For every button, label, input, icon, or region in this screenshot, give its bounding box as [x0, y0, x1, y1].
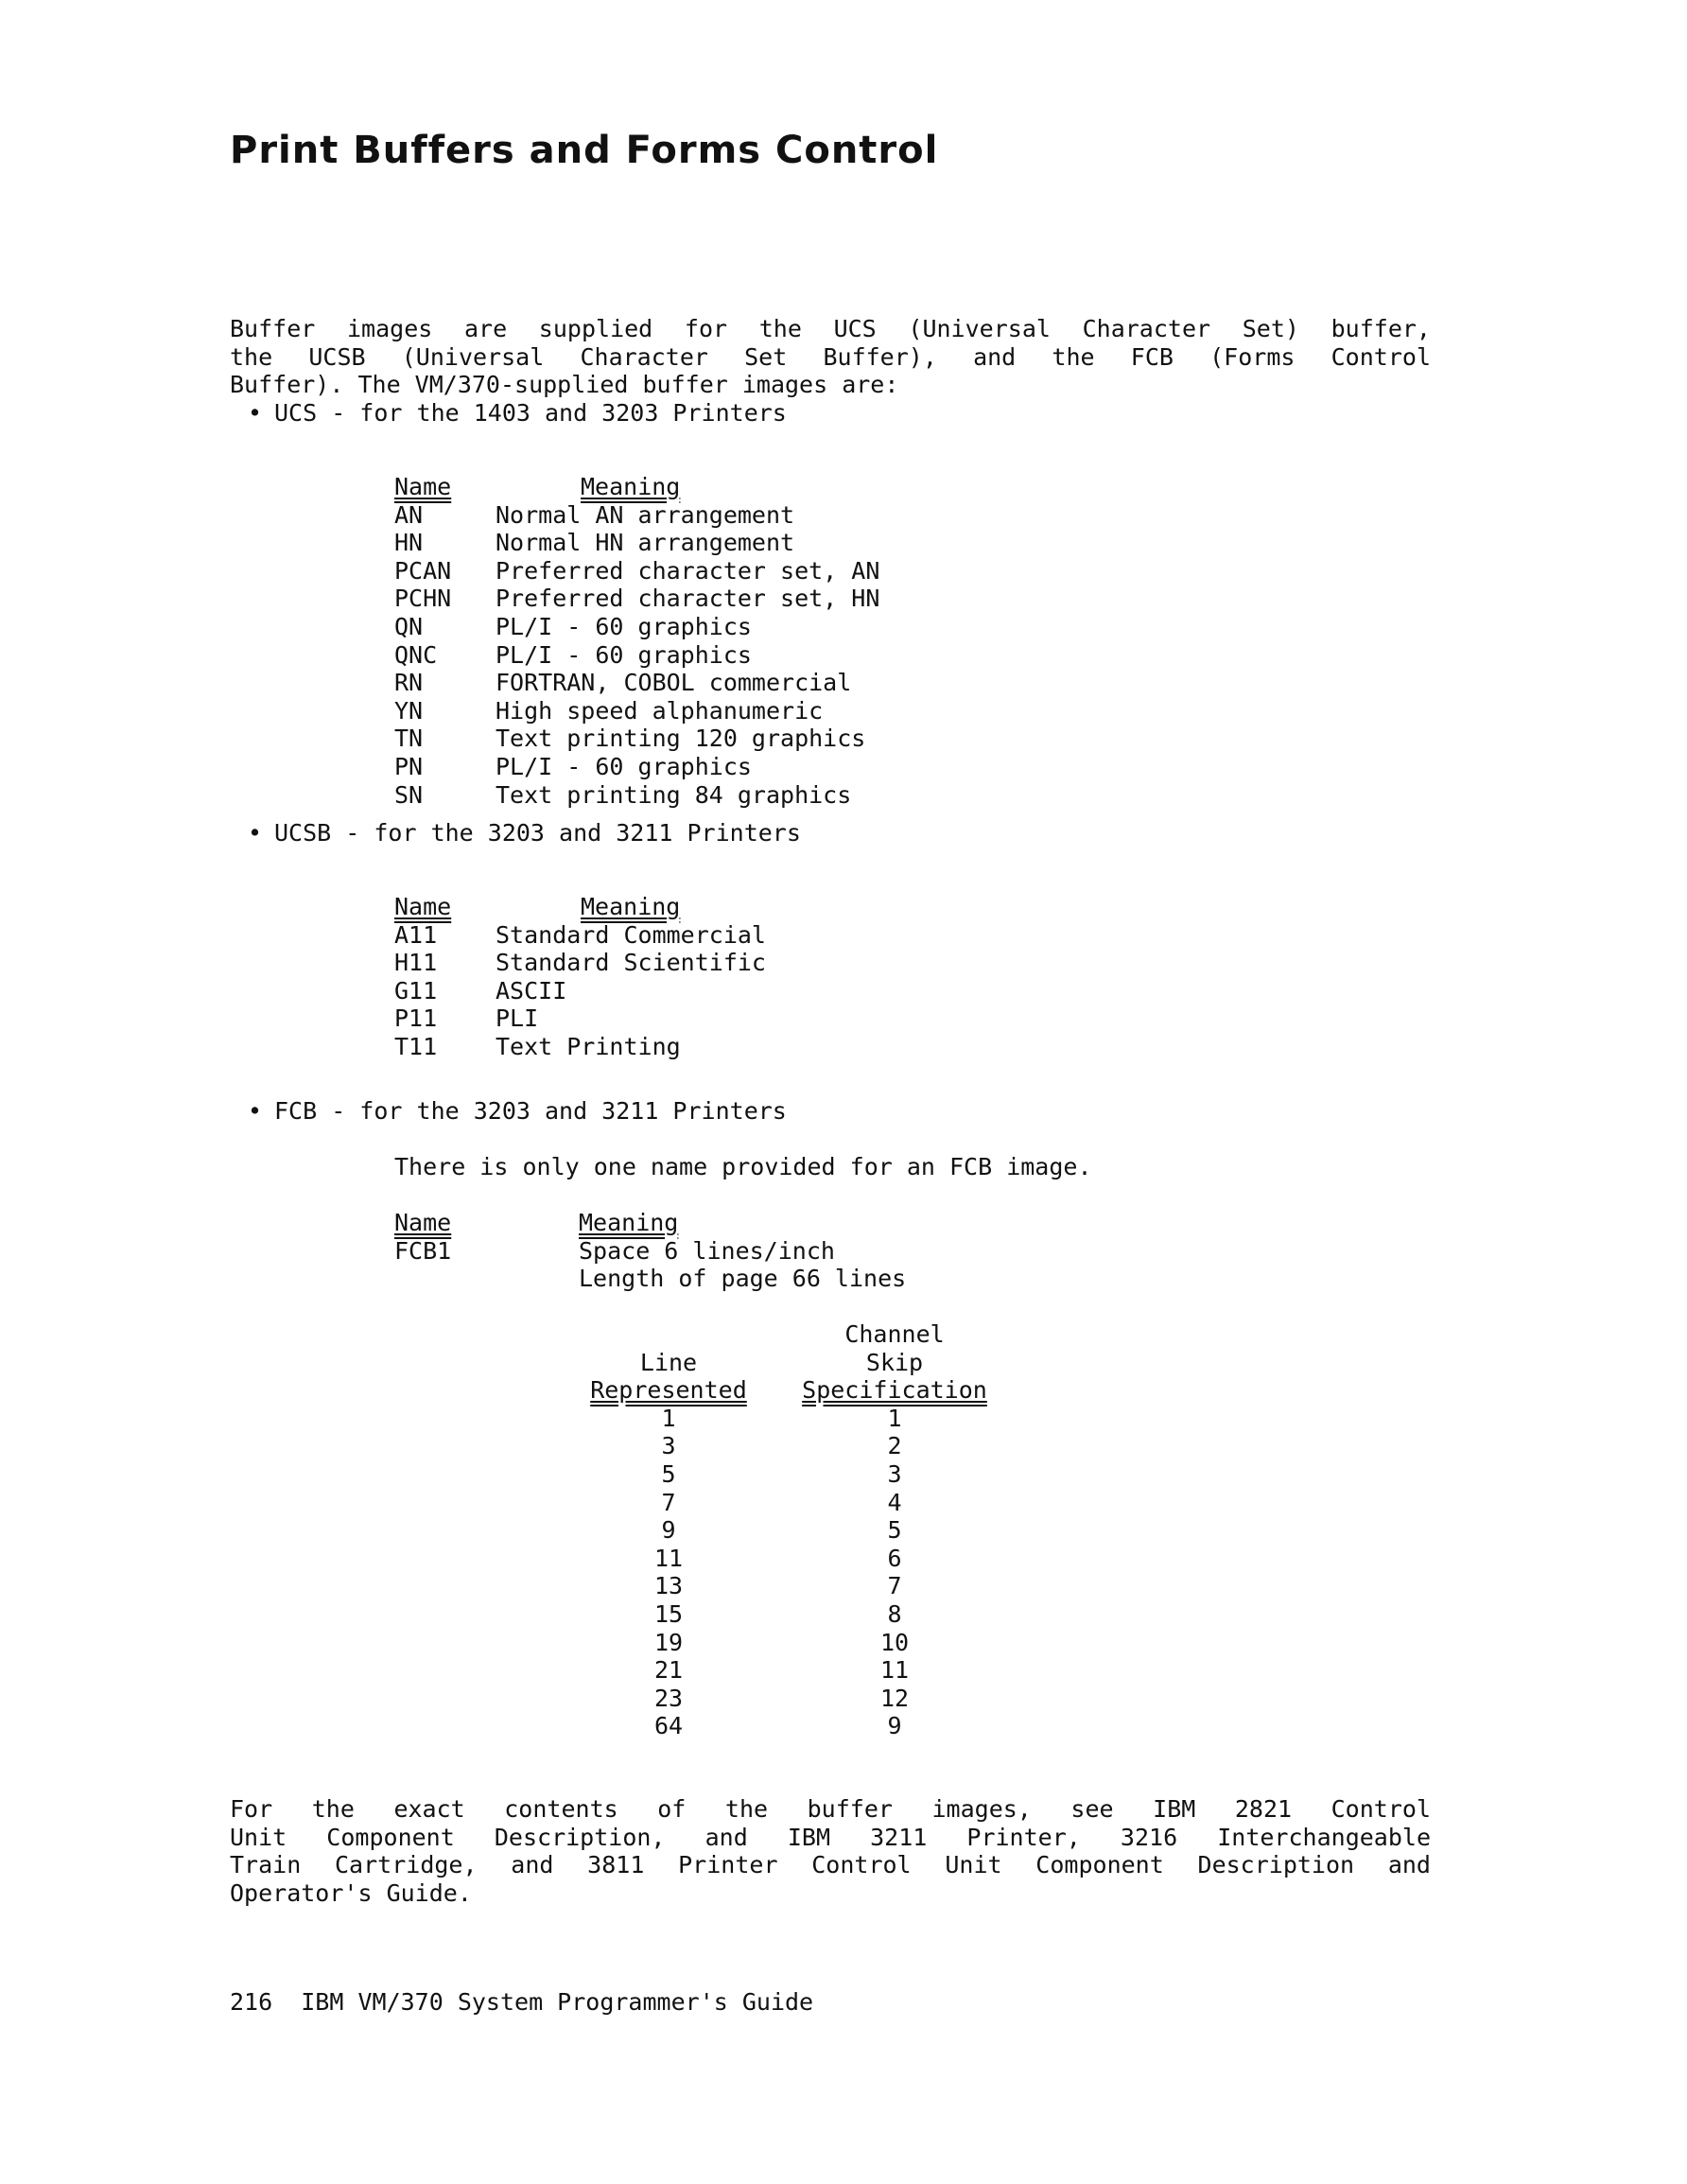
buffer-meaning: PL/I - 60 graphics: [496, 640, 752, 669]
buffer-meaning: Preferred character set, AN: [496, 556, 880, 585]
fcb-row: [394, 1237, 906, 1266]
channel-header-1: Channel: [844, 1320, 945, 1348]
bullet-icon: •: [248, 819, 263, 847]
fcb-meaning: Length of page 66 lines: [579, 1265, 907, 1293]
fcb-table: [394, 1209, 906, 1293]
channel-specification-header: Specification: [802, 1376, 987, 1405]
ucsb-table-row: [394, 921, 766, 950]
buffer-meaning: ASCII: [496, 976, 567, 1005]
channel-table-row: [579, 1516, 1002, 1545]
channel-table-row: [579, 1712, 1002, 1740]
buffer-meaning: Standard Scientific: [496, 949, 766, 977]
line-represented: 23: [653, 1684, 684, 1712]
buffer-name: PCHN: [394, 585, 452, 613]
meaning-column-header: Meaning: [579, 1209, 679, 1236]
buffer-name: A11: [394, 920, 438, 949]
closing-paragraph: [230, 1795, 1431, 1907]
buffer-name: SN: [394, 780, 424, 809]
channel-table-row: [579, 1629, 1002, 1657]
buffer-name: PCAN: [394, 556, 452, 585]
ucs-table-row: [394, 501, 879, 530]
channel-specification: 5: [887, 1516, 902, 1545]
line-represented: 11: [653, 1544, 684, 1572]
channel-specification: 2: [887, 1432, 902, 1460]
ucsb-table: [394, 893, 766, 1061]
name-column-header: Name: [394, 1209, 452, 1236]
channel-specification: 3: [887, 1459, 902, 1488]
ucs-table-row: [394, 753, 879, 781]
meaning-column-header: Meaning: [581, 893, 681, 920]
channel-specification: 8: [887, 1599, 902, 1628]
buffer-name: AN: [394, 500, 424, 529]
ucsb-table-row: [394, 949, 766, 977]
fcb-note: There is only one name provided for an FCB image.: [394, 1153, 1092, 1180]
buffer-name: YN: [394, 696, 424, 725]
channel-specification: 7: [887, 1572, 902, 1600]
line-represented: 13: [653, 1572, 684, 1600]
line-header-1: [579, 1320, 758, 1349]
ucs-bullet-text: UCS - for the 1403 and 3203 Printers: [274, 399, 787, 427]
line-represented: 1: [661, 1404, 676, 1432]
buffer-name: G11: [394, 976, 438, 1005]
ucsb-bullet-text: UCSB - for the 3203 and 3211 Printers: [274, 819, 801, 847]
bullet-icon: •: [248, 399, 263, 427]
channel-table-row: [579, 1685, 1002, 1713]
fcb-bullet: [248, 1097, 787, 1126]
channel-specification: 4: [887, 1488, 902, 1516]
buffer-name: QN: [394, 612, 424, 640]
ucs-bullet: [248, 399, 787, 428]
ucsb-bullet: [248, 819, 801, 847]
channel-table-row: [579, 1432, 1002, 1460]
buffer-meaning: Preferred character set, HN: [496, 585, 880, 613]
meaning-column-header: Meaning: [581, 473, 681, 500]
ucs-table-header: [394, 473, 879, 501]
closing-line: For the exact contents of the buffer images, see IBM 2821 Control: [230, 1795, 1431, 1823]
ucs-table-row: [394, 641, 879, 670]
buffer-meaning: Standard Commercial: [496, 920, 766, 949]
channel-skip-table: [579, 1320, 1002, 1740]
ucs-table: [394, 473, 879, 809]
intro-line: Buffer). The VM/370-supplied buffer images are:: [230, 371, 899, 399]
channel-specification: 9: [887, 1712, 902, 1740]
page-footer: 216 IBM VM/370 System Programmer's Guide: [230, 1988, 814, 2016]
buffer-meaning: PL/I - 60 graphics: [496, 752, 752, 780]
intro-line: the UCSB (Universal Character Set Buffer), and the FCB (Forms Control: [230, 342, 1431, 371]
channel-specification: 10: [879, 1628, 910, 1656]
buffer-meaning: Text printing 84 graphics: [496, 780, 852, 809]
line-represented: 9: [661, 1516, 676, 1545]
ucs-table-row: [394, 557, 879, 585]
line-represented: 64: [653, 1712, 684, 1740]
ucs-table-row: [394, 669, 879, 697]
fcb-meaning: Space 6 lines/inch: [579, 1236, 835, 1265]
ucs-table-row: [394, 613, 879, 641]
closing-line: Unit Component Description, and IBM 3211 Printer, 3216 Interchangeable: [230, 1823, 1431, 1851]
buffer-name: QNC: [394, 640, 438, 669]
intro-line: Buffer images are supplied for the UCS (Universal Character Set) buffer,: [230, 315, 1431, 342]
channel-specification: 12: [879, 1684, 910, 1712]
channel-table-row: [579, 1545, 1002, 1573]
buffer-name: HN: [394, 529, 424, 557]
channel-header-2: Skip: [865, 1348, 924, 1376]
buffer-meaning: High speed alphanumeric: [496, 696, 824, 725]
line-represented-header: Represented: [590, 1376, 747, 1405]
fcb-bullet-text: FCB - for the 3203 and 3211 Printers: [274, 1097, 787, 1125]
line-represented: 3: [661, 1432, 676, 1460]
channel-table-header: [579, 1320, 1002, 1349]
intro-paragraph: [230, 315, 1431, 399]
line-represented: 15: [653, 1599, 684, 1628]
line-represented: 21: [653, 1656, 684, 1685]
ucsb-table-header: [394, 893, 766, 921]
bullet-icon: •: [248, 1097, 263, 1125]
buffer-meaning: Normal AN arrangement: [496, 500, 795, 529]
buffer-meaning: Text printing 120 graphics: [496, 725, 866, 753]
buffer-name: TN: [394, 725, 424, 753]
buffer-meaning: Normal HN arrangement: [496, 529, 795, 557]
channel-table-row: [579, 1572, 1002, 1600]
closing-line: Operator's Guide.: [230, 1878, 472, 1907]
ucs-table-row: [394, 585, 879, 613]
channel-table-header: [579, 1349, 1002, 1377]
line-represented: 5: [661, 1459, 676, 1488]
ucs-table-row: [394, 697, 879, 725]
name-column-header: Name: [394, 893, 452, 920]
ucs-table-row: [394, 725, 879, 753]
buffer-name: H11: [394, 949, 438, 977]
ucsb-table-row: [394, 1005, 766, 1033]
channel-specification: 6: [887, 1544, 902, 1572]
buffer-meaning: PL/I - 60 graphics: [496, 612, 752, 640]
channel-table-row: [579, 1656, 1002, 1685]
buffer-meaning: Text Printing: [496, 1032, 681, 1060]
buffer-meaning: PLI: [496, 1005, 539, 1033]
channel-table-header: [579, 1376, 1002, 1405]
line-represented: 19: [653, 1628, 684, 1656]
closing-line: Train Cartridge, and 3811 Printer Control Unit Component Description and: [230, 1851, 1431, 1879]
ucs-table-row: [394, 529, 879, 557]
ucsb-table-row: [394, 1033, 766, 1061]
fcb-row: [394, 1265, 906, 1293]
channel-table-row: [579, 1460, 1002, 1489]
buffer-name: RN: [394, 669, 424, 697]
page-title: Print Buffers and Forms Control: [230, 129, 939, 172]
channel-specification: 1: [887, 1404, 902, 1432]
channel-specification: 11: [879, 1656, 910, 1685]
channel-table-row: [579, 1405, 1002, 1433]
fcb-name: FCB1: [394, 1236, 452, 1265]
ucsb-table-row: [394, 977, 766, 1005]
line-represented: 7: [661, 1488, 676, 1516]
buffer-name: T11: [394, 1032, 438, 1060]
fcb-table-header: [394, 1209, 906, 1237]
line-header-2: Line: [639, 1348, 698, 1376]
ucs-table-row: [394, 781, 879, 810]
buffer-name: PN: [394, 752, 424, 780]
name-column-header: Name: [394, 473, 452, 500]
channel-table-row: [579, 1489, 1002, 1517]
buffer-name: P11: [394, 1005, 438, 1033]
channel-table-row: [579, 1600, 1002, 1629]
buffer-meaning: FORTRAN, COBOL commercial: [496, 669, 852, 697]
